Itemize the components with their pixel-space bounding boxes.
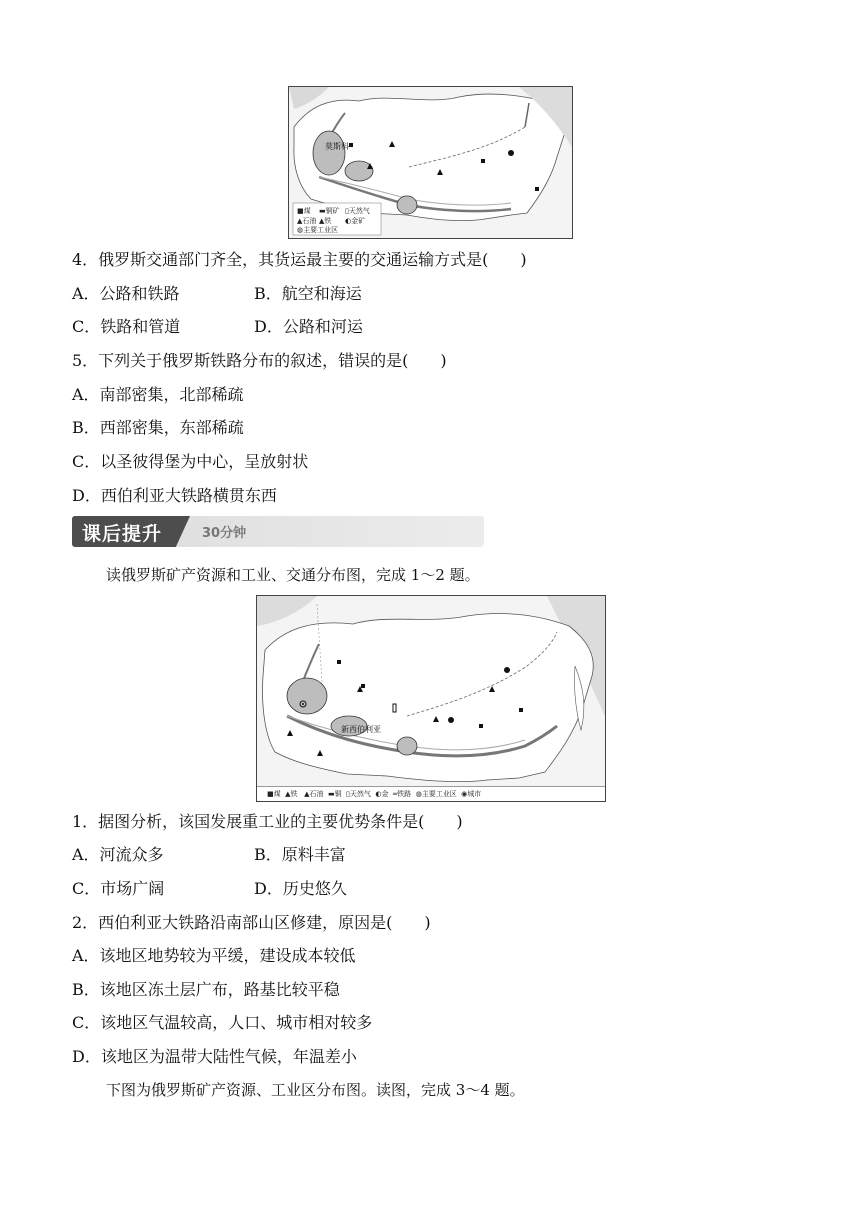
russia-industry-map-1 [288,86,573,239]
question-1-stem: 1．据图分析，该国发展重工业的主要优势条件是( ) [72,812,463,831]
question-4-option-b[interactable]: B．航空和海运 [254,284,362,303]
russia-minerals-transport-map [256,595,606,802]
question-1-option-c[interactable]: C．市场广阔 [72,879,165,898]
question-1-option-b[interactable]: B．原料丰富 [254,845,346,864]
question-1-option-a[interactable]: A．河流众多 [72,845,164,864]
svg-text:▲石油: ▲石油 [297,217,317,225]
question-2-option-a[interactable]: A．该地区地势较为平缓，建设成本较低 [72,946,356,965]
moscow-label: 莫斯科 [325,142,349,151]
question-4-option-c[interactable]: C．铁路和管道 [72,317,181,336]
question-5-option-d[interactable]: D．西伯利亚大铁路横贯东西 [72,486,277,505]
question-5-stem: 5．下列关于俄罗斯铁路分布的叙述，错误的是( ) [72,351,447,370]
question-1-option-d[interactable]: D．历史悠久 [254,879,347,898]
section-title: 课后提升 [82,523,163,545]
map2-legend: ■煤 ▲铁 ▲石油 ▬铜 ▯天然气 ◐金 ═铁路 ◍主要工业区 ◉城市 [257,786,606,801]
svg-text:▲铁: ▲铁 [319,217,332,225]
intro-text-1: 读俄罗斯矿产资源和工业、交通分布图，完成 1～2 题。 [106,566,480,584]
intro-text-2: 下图为俄罗斯矿产资源、工业区分布图。读图，完成 3～4 题。 [106,1081,525,1099]
svg-text:◐金矿: ◐金矿 [345,217,366,225]
question-5-option-a[interactable]: A．南部密集，北部稀疏 [72,385,244,404]
question-4-option-a[interactable]: A．公路和铁路 [72,284,180,303]
svg-text:▯天然气: ▯天然气 [345,207,370,215]
question-2-stem: 2．西伯利亚大铁路沿南部山区修建，原因是( ) [72,913,431,932]
question-5-option-c[interactable]: C．以圣彼得堡为中心，呈放射状 [72,452,309,471]
question-4-option-d[interactable]: D．公路和河运 [254,317,363,336]
question-2-option-d[interactable]: D．该地区为温带大陆性气候，年温差小 [72,1047,357,1066]
svg-text:◍主要工业区: ◍主要工业区 [297,226,339,234]
svg-text:■煤: ■煤 [297,207,311,215]
question-4-stem: 4．俄罗斯交通部门齐全，其货运最主要的交通运输方式是( ) [72,250,527,269]
section-duration: 30分钟 [202,526,247,541]
question-5-option-b[interactable]: B．西部密集，东部稀疏 [72,418,244,437]
question-2-option-c[interactable]: C．该地区气温较高，人口、城市相对较多 [72,1013,373,1032]
section-banner [72,516,484,547]
question-2-option-b[interactable]: B．该地区冻土层广布，路基比较平稳 [72,980,340,999]
svg-text:▬铜矿: ▬铜矿 [319,207,340,215]
novosibirsk-label: 新西伯利亚 [341,725,381,734]
